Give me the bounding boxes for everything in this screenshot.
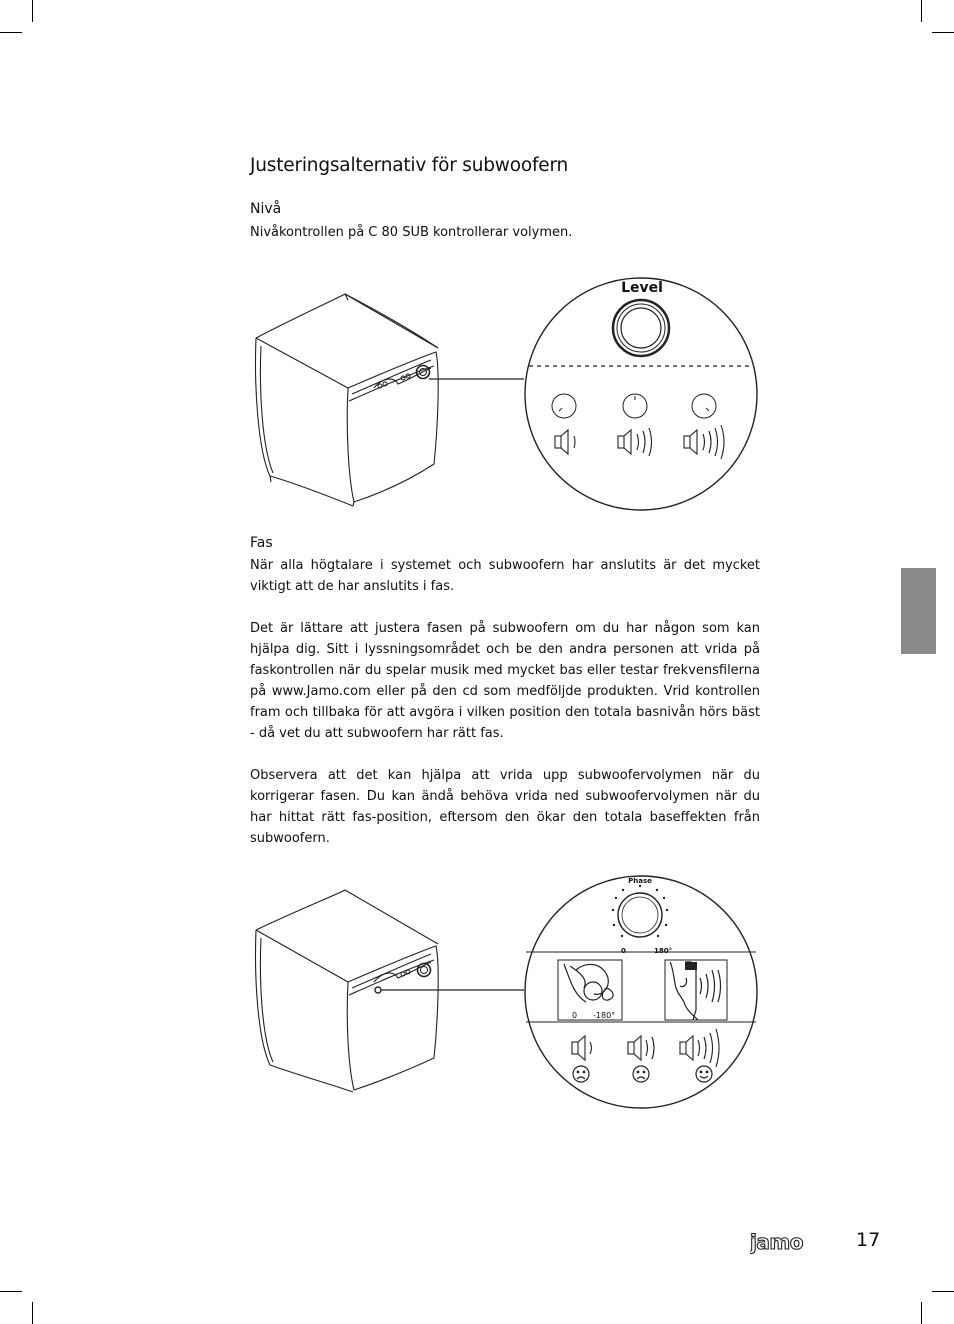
- svg-text:jamo: jamo: [750, 1232, 803, 1254]
- crop-mark: [0, 1291, 22, 1292]
- level-zoom-circle: [525, 278, 757, 510]
- phase-panel-min: 0: [572, 1011, 578, 1020]
- section-tab: [901, 568, 936, 654]
- subwoofer-illustration: [256, 294, 439, 506]
- phase-label: Phase: [628, 877, 652, 885]
- jamo-logo: [750, 1232, 830, 1258]
- phase-illustration: [248, 870, 764, 1110]
- phase-paragraph: Observera att det kan hjälpa att vrida upp subwoofervolymen när du korrigerar fasen. Du kan ändå behöva vrida ned subwoofervolymen när du har hittat rätt fas-position, eftersom den ökar den totala baseffekten från subwoofern.: [250, 768, 760, 846]
- phase-dial-min: 0: [621, 947, 626, 955]
- crop-mark: [921, 0, 922, 22]
- page-number: 17: [856, 1229, 881, 1251]
- crop-mark: [0, 32, 22, 33]
- phase-heading: Fas: [250, 535, 273, 551]
- crop-mark: [921, 1302, 922, 1324]
- crop-mark: [932, 32, 954, 33]
- level-heading: Nivå: [250, 201, 282, 217]
- level-text: Nivåkontrollen på C 80 SUB kontrollerar volymen.: [250, 225, 573, 240]
- phase-paragraph: När alla högtalare i systemet och subwoofern har anslutits är det mycket viktigt att de har anslutits i fas.: [250, 558, 760, 594]
- crop-mark: [32, 0, 33, 22]
- page-title: Justeringsalternativ för subwoofern: [250, 155, 569, 176]
- phase-paragraph: Det är lättare att justera fasen på subwoofern om du har någon som kan hjälpa dig. Sitt i lyssningsområdet och be den andra personen att vrida på faskontrollen när du spelar musik med mycket bas eller testar frekvensfilerna på www.Jamo.com eller på den cd som medföljde produkten. Vrid kontrollen fram och tillbaka för att avgöra i vilken position den totala basnivån hörs bäst - då vet du att subwoofern har rätt fas.: [250, 621, 760, 741]
- subwoofer-illustration: [256, 890, 439, 1092]
- phase-dial-max: 180°: [654, 947, 673, 955]
- crop-mark: [932, 1291, 954, 1292]
- phase-panel-max: -180°: [593, 1011, 616, 1020]
- level-figure: [248, 276, 764, 512]
- level-label: Level: [621, 280, 663, 296]
- level-illustration: [248, 276, 764, 512]
- phase-figure: [248, 870, 764, 1110]
- crop-mark: [32, 1302, 33, 1324]
